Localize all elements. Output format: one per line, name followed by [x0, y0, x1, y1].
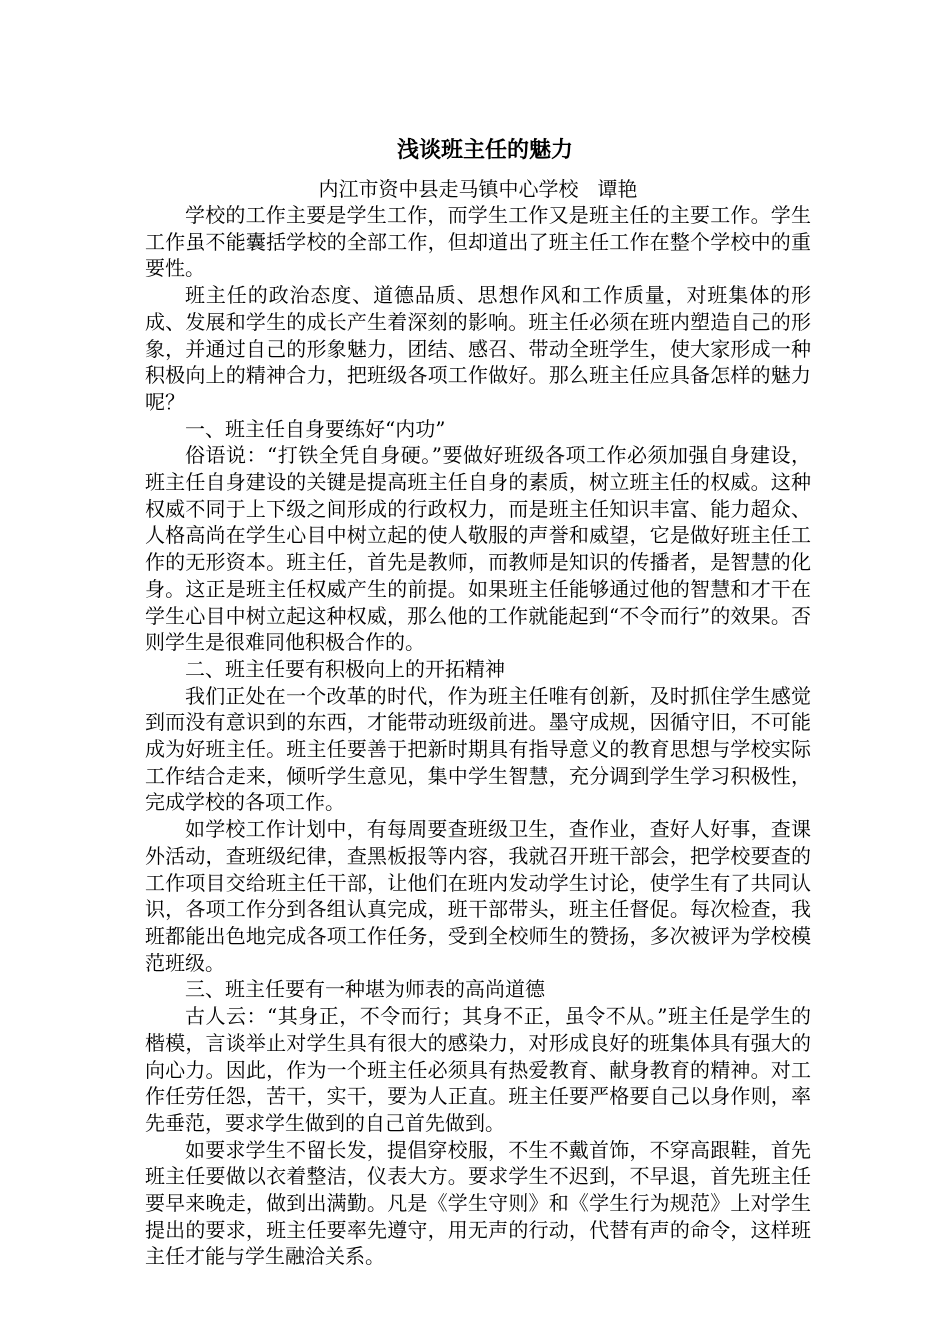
paragraph-intro: 学校的工作主要是学生工作，而学生工作又是班主任的主要工作。学生工作虽不能囊括学校的全部工作，但却道出了班主任工作在整个学校中的重要性。 — [145, 203, 811, 281]
document-author: 内江市资中县走马镇中心学校 谭艳 — [318, 177, 638, 201]
paragraph-section-2a: 我们正处在一个改革的时代，作为班主任唯有创新，及时抓住学生感觉到而没有意识到的东西，才能带动班级前进。墨守成规，因循守旧，不可能成为好班主任。班主任要善于把新时期具有指导意义的教育思想与学校实际工作结合走来，倾听学生意见，集中学生智慧，充分调到学生学习积极性，完成学校的各项工作。 — [145, 683, 811, 815]
paragraph-section-1: 俗语说：“打铁全凭自身硬。”要做好班级各项工作必须加强自身建设，班主任自身建设的关键是提高班主任自身的素质，树立班主任的权威。这种权威不同于上下级之间形成的行政权力，而是班主任知识丰富、能力超众、人格高尚在学生心目中树立起的使人敬服的声誉和威望，它是做好班主任工作的无形资本。班主任，首先是教师，而教师是知识的传播者，是智慧的化身。这正是班主任权威产生的前提。如果班主任能够通过他的智慧和才干在学生心目中树立起这种权威，那么他的工作就能起到“不令而行”的效果。否则学生是很难同他积极合作的。 — [145, 443, 811, 655]
section-heading-3: 三、班主任要有一种堪为师表的高尚道德 — [185, 977, 545, 1002]
document-page — [145, 130, 811, 1270]
section-heading-1: 一、班主任自身要练好“内功” — [185, 416, 446, 441]
document-title: 浅谈班主任的魅力 — [396, 137, 573, 163]
paragraph-section-3a: 古人云：“其身正，不令而行；其身不正，虽令不从。”班主任是学生的楷模，言谈举止对学生具有很大的感染力，对形成良好的班集体具有强大的向心力。因此，作为一个班主任必须具有热爱教育、献身教育的精神。对工作任劳任怨，苦干，实干，要为人正直。班主任要严格要自己以身作则，率先垂范，要求学生做到的自己首先做到。 — [145, 1004, 811, 1135]
section-heading-2: 二、班主任要有积极向上的开拓精神 — [185, 656, 505, 681]
paragraph-section-2b: 如学校工作计划中，有每周要查班级卫生，查作业，查好人好事，查课外活动，查班级纪律，查黑板报等内容，我就召开班干部会，把学校要查的工作项目交给班主任干部，让他们在班内发动学生讨论，使学生有了共同认识，各项工作分到各组认真完成，班干部带头，班主任督促。每次检查，我班都能出色地完成各项工作任务，受到全校师生的赞扬，多次被评为学校模范班级。 — [145, 817, 811, 975]
document-body — [145, 202, 811, 1270]
paragraph-role: 班主任的政治态度、道德品质、思想作风和工作质量，对班集体的形成、发展和学生的成长产生着深刻的影响。班主任必须在班内塑造自己的形象，并通过自己的形象魅力，团结、感召、带动全班学生，使大家形成一种积极向上的精神合力，把班级各项工作做好。那么班主任应具备怎样的魅力呢？ — [145, 283, 811, 414]
paragraph-section-3b: 如要求学生不留长发，提倡穿校服，不生不戴首饰，不穿高跟鞋，首先班主任要做以衣着整洁，仪表大方。要求学生不迟到，不早退，首先班主任要早来晚走，做到出满勤。凡是《学生守则》和《学生行为规范》上对学生提出的要求，班主任要率先遵守，用无声的行动，代替有声的命令，这样班主任才能与学生融洽关系。 — [145, 1137, 811, 1269]
